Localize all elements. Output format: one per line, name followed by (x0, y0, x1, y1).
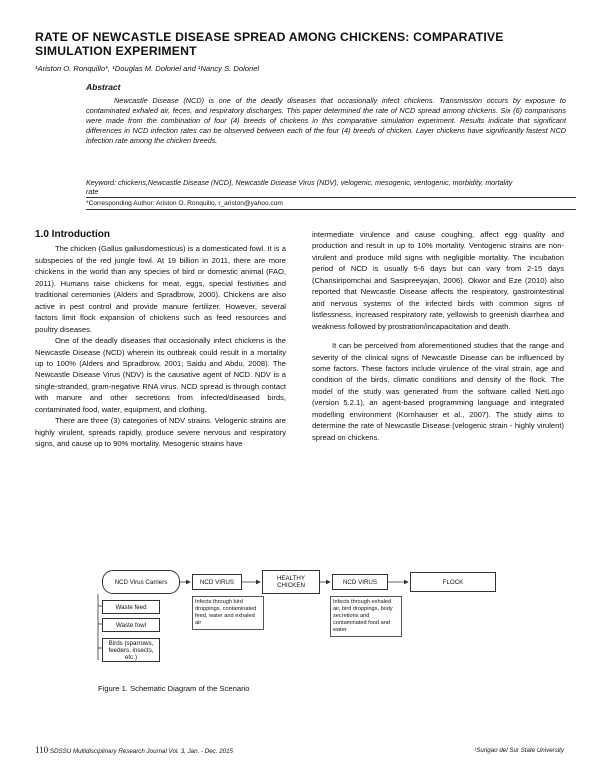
note-infection-route-2: Infects through exhaled air, bird droppings, body secretions and contaminated food and water (330, 596, 402, 637)
section-heading: 1.0 Introduction (35, 229, 110, 240)
paragraph-2: One of the deadly diseases that occasionally infect chickens is the Newcastle Disease (NCD) wherein its outbreak could result in a mortality up to 100% (Alders and Spradbrow, 2001; Saidu and Abdu, 2008). The Newcastle Disease Virus (NDV) is the causative agent of NCD. NDV is a single-stranded, gram-negative RNA virus. NCD spread is through contact with manure and other secretions from infected/diseased birds, contaminated food, water, equipment, and clothing. (35, 336, 286, 414)
authors: ¹Ariston O. Ronquillo*, ¹Douglas M. Doloriel and ¹Nancy S. Doloriel (35, 64, 260, 73)
paper-title: RATE OF NEWCASTLE DISEASE SPREAD AMONG CHICKENS: COMPARATIVE SIMULATION EXPERIMENT (35, 30, 504, 58)
ncd-carriers-node: NCD Virus Carriers (102, 570, 180, 594)
figure-caption: Figure 1. Schematic Diagram of the Scenario (98, 684, 250, 693)
paragraph-5: It can be perceived from aforementioned studies that the range and severity of the clinical signs of Newcastle Disease can be influenced by some factors. These factors include virulence of the viral strain, age and condition of the birds, climatic conditions and density of the flock. The model of the study was generated from the software called NetLogo (version 5.2.1), an agent-based programming language and integrated modelling environment (Kornhauser et al., 2007). The study aims to determine the rate of Newcastle Disease (velogenic strain - highly virulent) spread on chickens. (312, 341, 564, 442)
note-infection-route-1: Infects through bird droppings, contaminated feed, water and exhaled air (192, 596, 264, 630)
divider-bottom (86, 209, 576, 210)
paragraph-3: There are three (3) categories of NDV strains. Velogenic strains are highly virulent, spreads rapidly, produce severe nervous and respiratory signs, and cause up to 90% mortality. Mesogenic strains have (35, 416, 286, 449)
page-number: 110 (35, 745, 49, 755)
ncd-virus-node: NCD VIRUS (192, 574, 242, 590)
carrier-birds: Birds (sparrows, feeders, insects, etc.) (102, 638, 160, 662)
corresponding-author: *Corresponding Author: Ariston O. Ronquillo, r_ariston@yahoo.com (86, 200, 283, 207)
left-column (35, 229, 286, 450)
carrier-waste-feed: Waste feed (102, 600, 160, 614)
keywords: Keyword: chickens,Newcastle Disease (NCD), Newcastle Disease Virus (NDV), velogenic, mesogenic, ventogenic, morbidity, mortality rate (86, 178, 513, 196)
paragraph-4: intermediate virulence and cause coughing, affect egg quality and production and result in up to 10% mortality. Ventogenic strains are non-virulent and produce mild signs with negligible mortality. The incubation period of NCD is usually 5-6 days but can vary from 2-15 days (Chansiripomchai and Sasipreeyajan, 2006). Okwor and Eze (2010) also reported that Newcastle Disease affects the respiratory, gastrointestinal and nervous systems of the infected birds with common signs of listlessness, increased respiratory rate, yellowish to greenish diarrhea and weakness followed by prostration/incapacitation and death. (312, 230, 564, 331)
abstract-text (86, 96, 566, 146)
ncd-virus-node-2: NCD VIRUS (332, 574, 388, 590)
journal-name: SDSSU Multidisciplinary Research Journal Vol. 3, Jan. - Dec. 2015 (49, 748, 233, 755)
flock-node: FLOCK (410, 572, 496, 592)
footer-affiliation: ¹Surigao del Sur State University (474, 747, 564, 754)
carrier-waste-fowl: Waste fowl (102, 618, 160, 632)
healthy-chicken-node: HEALTHY CHICKEN (262, 570, 320, 594)
abstract-heading: Abstract (86, 82, 121, 92)
right-column (312, 229, 564, 443)
abstract-body: Newcastle Disease (NCD) is one of the deadly diseases that occasionally infect chickens. Transmission occurs by exposure to contaminated exhaled air, feces, and respiratory discharges. This paper determined the rate of NCD spread among chickens. Six (6) comparisons were made from the combination of four (4) breeds of chickens in this comparative simulation experiment. Results indicate that significant differences in NCD infection rates can be observed between each of the four (4) breeds of chicken. Layer chickens have significantly fastest NCD infection rate among the chicken breeds. (86, 96, 566, 145)
footer-left (35, 745, 233, 755)
divider-top (86, 197, 576, 198)
paragraph-1: The chicken (Gallus gallusdomesticus) is a domesticated fowl. It is a subspecies of the red jungle fowl. At 19 billion in 2011, there are more chickens in the world than any species of bird or domestic animal (FAO, 2011). Humans raise chickens for meat, eggs, special festivities and traditional ceremonies (Alders and Spradbrow, 2000). Chickens are also active in pest control and provide manure fertilizer. However, several factors limit flock expansion of chickens such as feed resources and poultry diseases. (35, 244, 286, 334)
